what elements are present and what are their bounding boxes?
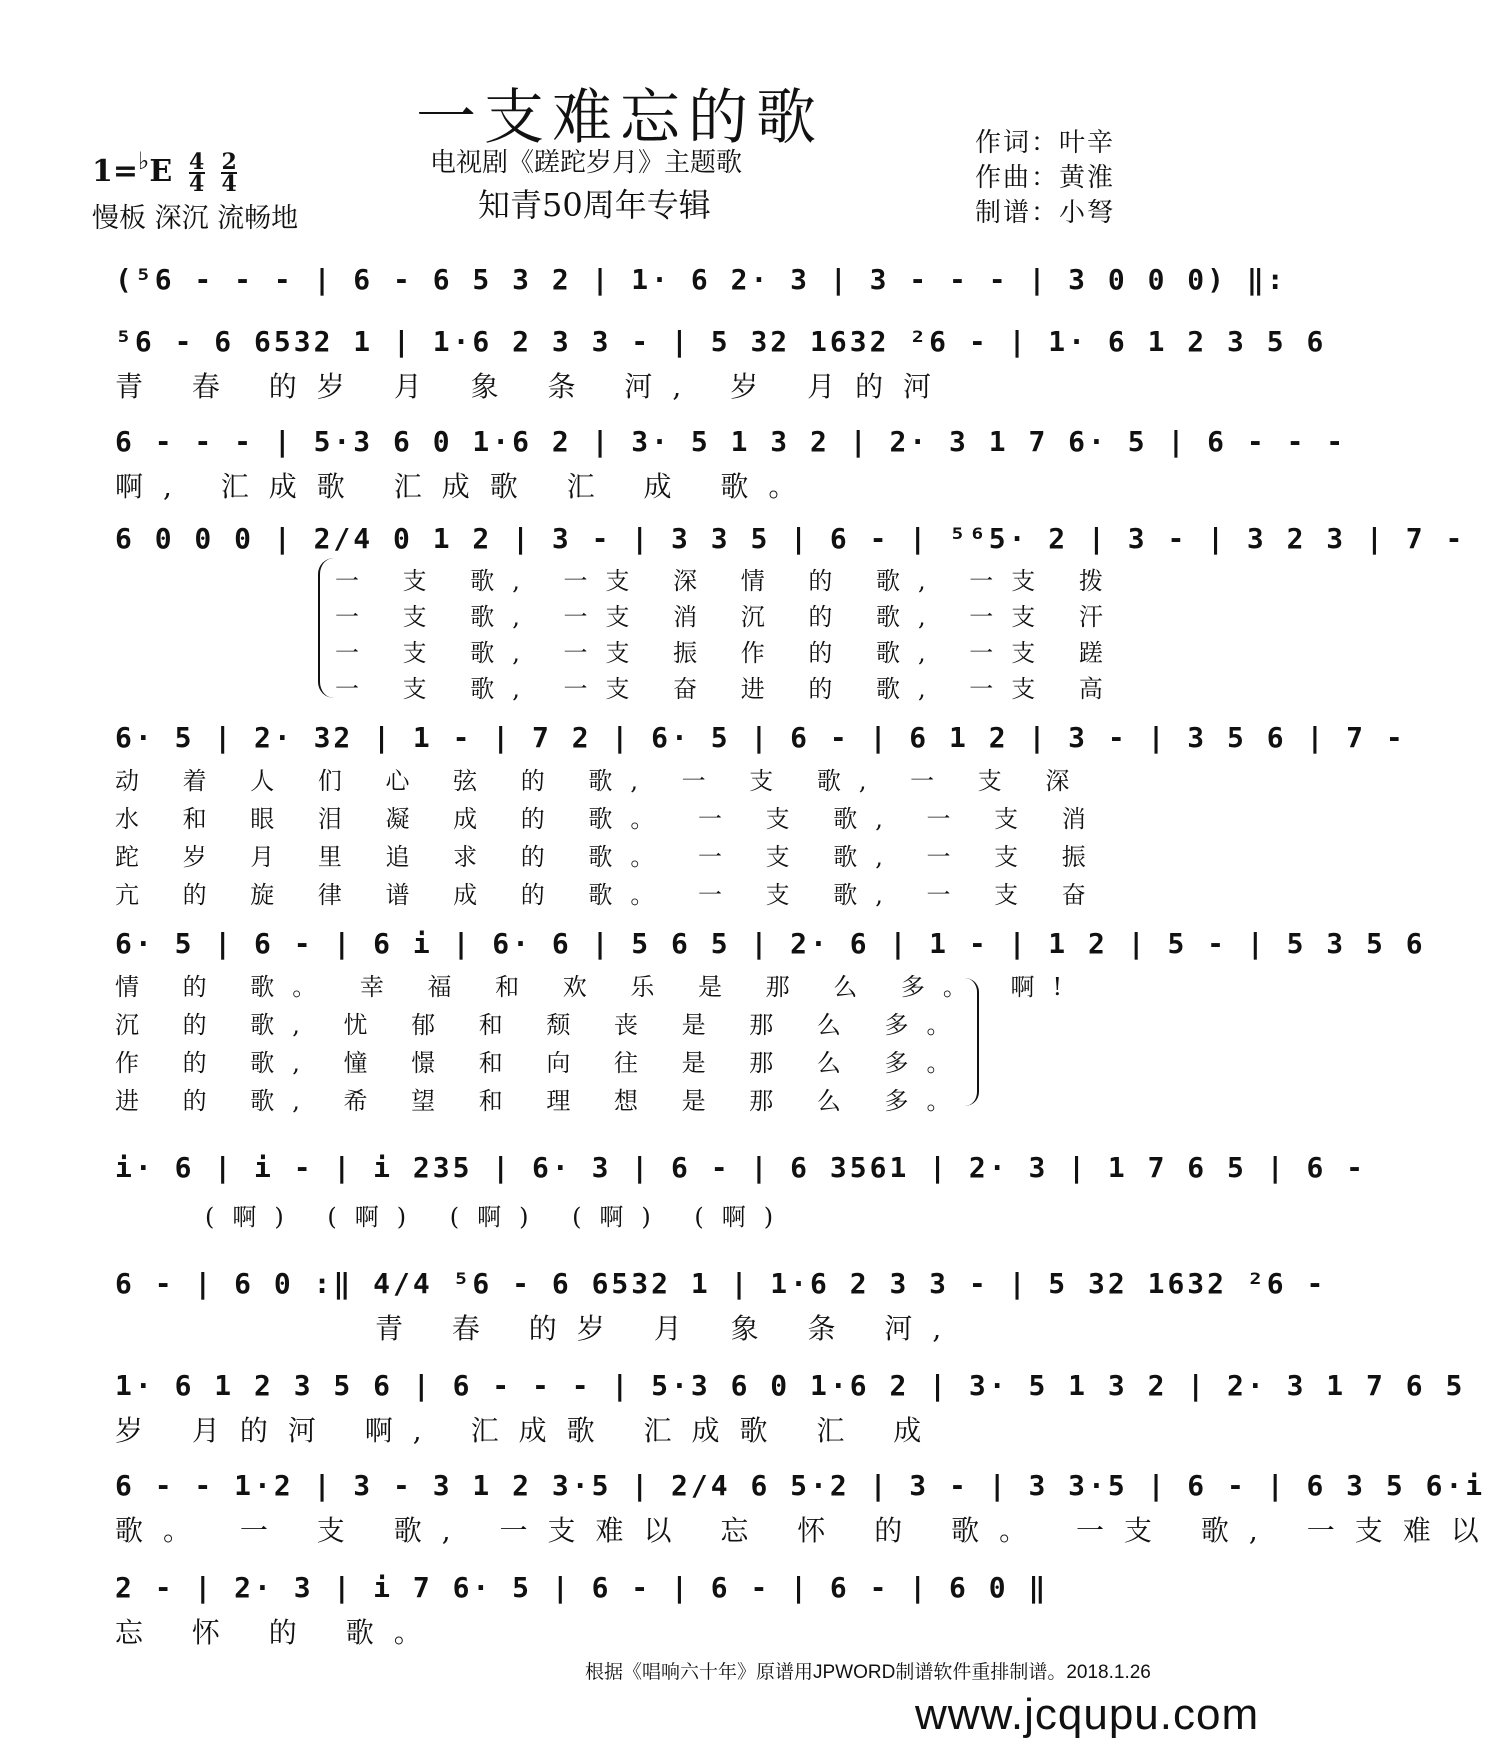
notation-line-1: (⁵6 - - - | 6 - 6 5 3 2 | 1· 6 2· 3 | 3 - - - | 3 0 0 0) ‖: xyxy=(115,263,1287,296)
lyric-line-9-1: 岁 月的河 啊, 汇成歌 汇成歌 汇 成 xyxy=(115,1414,942,1447)
key-letter: E xyxy=(149,154,173,189)
lyric-line-3-1: 啊, 汇成歌 汇成歌 汇 成 歌。 xyxy=(115,470,817,503)
notation-line-4: 6 0 0 0 | 2/4 0 1 2 | 3 - | 3 3 5 | 6 - | ⁵⁶5· 2 | 3 - | 3 2 3 | 7 - xyxy=(115,522,1466,555)
source-note: 根据《唱响六十年》原谱用JPWORD制谱软件重排制谱。2018.1.26 xyxy=(585,1662,1151,1683)
key-prefix: 1= xyxy=(92,154,139,189)
lyric-line-11-1: 忘 怀 的 歌。 xyxy=(115,1616,442,1649)
lyric-line-8-1: 青 春 的岁 月 象 条 河, xyxy=(375,1312,962,1345)
lyric-line-4-1: 一 支 歌, 一支 深 情 的 歌, 一支 拨 xyxy=(335,567,1121,595)
album-name: 知青50周年专辑 xyxy=(478,186,711,224)
key-signature xyxy=(92,146,237,197)
lyric-line-4-3: 一 支 歌, 一支 振 作 的 歌, 一支 蹉 xyxy=(335,639,1121,667)
time-signature-2-4 xyxy=(221,149,237,197)
lyric-line-5-2: 水 和 眼 泪 凝 成 的 歌。 一 支 歌, 一 支 消 xyxy=(115,805,1104,833)
lyric-line-6-3: 作 的 歌, 憧 憬 和 向 往 是 那 么 多。 xyxy=(115,1049,969,1077)
notation-line-10: 6 - - 1·2 | 3 - 3 1 2 3·5 | 2/4 6 5·2 | 3 - | 3 3·5 | 6 - | 6 3 5 6·i xyxy=(115,1469,1486,1502)
notation-line-2: ⁵6 - 6 6532 1 | 1·6 2 3 3 - | 5 32 1632 ²6 - | 1· 6 1 2 3 5 6 xyxy=(115,325,1327,358)
verse-brace xyxy=(318,558,336,698)
time-den: 4 xyxy=(189,171,205,197)
lyric-line-7-1: (啊) (啊) (啊) (啊) (啊) xyxy=(205,1203,792,1231)
notation-line-11: 2 - | 2· 3 | i 7 6· 5 | 6 - | 6 - | 6 - | 6 0 ‖ xyxy=(115,1571,1049,1604)
lyric-line-5-4: 亢 的 旋 律 谱 成 的 歌。 一 支 歌, 一 支 奋 xyxy=(115,881,1104,909)
lyric-line-2-1: 青 春 的岁 月 象 条 河, 岁 月的河 xyxy=(115,370,952,403)
notation-line-5: 6· 5 | 2· 32 | 1 - | 7 2 | 6· 5 | 6 - | 6 1 2 | 3 - | 3 5 6 | 7 - xyxy=(115,721,1406,754)
lyric-line-6-1: 情 的 歌。 幸 福 和 欢 乐 是 那 么 多。 啊! xyxy=(115,973,1081,1001)
notation-line-7: i· 6 | i - | i 235 | 6· 3 | 6 - | 6 3561 | 2· 3 | 1 7 6 5 | 6 - xyxy=(115,1151,1367,1184)
website-watermark[interactable]: www.jcqupu.com xyxy=(915,1690,1260,1739)
composer-credit: 作曲：黄淮 xyxy=(975,163,1116,193)
time-signature-4-4 xyxy=(189,149,205,197)
lyric-line-6-2: 沉 的 歌, 忧 郁 和 颓 丧 是 那 么 多。 xyxy=(115,1011,969,1039)
song-title: 一支难忘的歌 xyxy=(416,83,824,153)
lyricist-credit: 作词：叶辛 xyxy=(975,128,1116,158)
lyric-line-5-1: 动 着 人 们 心 弦 的 歌, 一 支 歌, 一 支 深 xyxy=(115,767,1088,795)
time-num: 2 xyxy=(221,149,237,175)
lyric-line-10-1: 歌。 一 支 歌, 一支难以 忘 怀 的 歌。 一支 歌, 一支难以 xyxy=(115,1514,1499,1547)
lyric-line-4-2: 一 支 歌, 一支 消 沉 的 歌, 一支 汗 xyxy=(335,603,1121,631)
notation-line-8: 6 - | 6 0 :‖ 4/4 ⁵6 - 6 6532 1 | 1·6 2 3 3 - | 5 32 1632 ²6 - xyxy=(115,1267,1327,1300)
arranger-credit: 制谱：小弩 xyxy=(975,198,1116,228)
lyric-line-6-4: 进 的 歌, 希 望 和 理 想 是 那 么 多。 xyxy=(115,1087,969,1115)
notation-line-9: 1· 6 1 2 3 5 6 | 6 - - - | 5·3 6 0 1·6 2 | 3· 5 1 3 2 | 2· 3 1 7 6 5 xyxy=(115,1369,1466,1402)
lyric-line-5-3: 跎 岁 月 里 追 求 的 歌。 一 支 歌, 一 支 振 xyxy=(115,843,1104,871)
lyric-line-4-4: 一 支 歌, 一支 奋 进 的 歌, 一支 高 xyxy=(335,675,1121,703)
notation-line-6: 6· 5 | 6 - | 6 i | 6· 6 | 5 6 5 | 2· 6 | 1 - | 1 2 | 5 - | 5 3 5 6 xyxy=(115,927,1426,960)
time-den: 4 xyxy=(221,171,237,197)
song-subtitle: 电视剧《蹉跎岁月》主题歌 xyxy=(430,148,743,178)
tempo-marking: 慢板 深沉 流畅地 xyxy=(92,203,299,234)
notation-line-3: 6 - - - | 5·3 6 0 1·6 2 | 3· 5 1 3 2 | 2· 3 1 7 6· 5 | 6 - - - xyxy=(115,425,1347,458)
time-num: 4 xyxy=(189,149,205,175)
flat-symbol: ♭ xyxy=(138,146,150,175)
